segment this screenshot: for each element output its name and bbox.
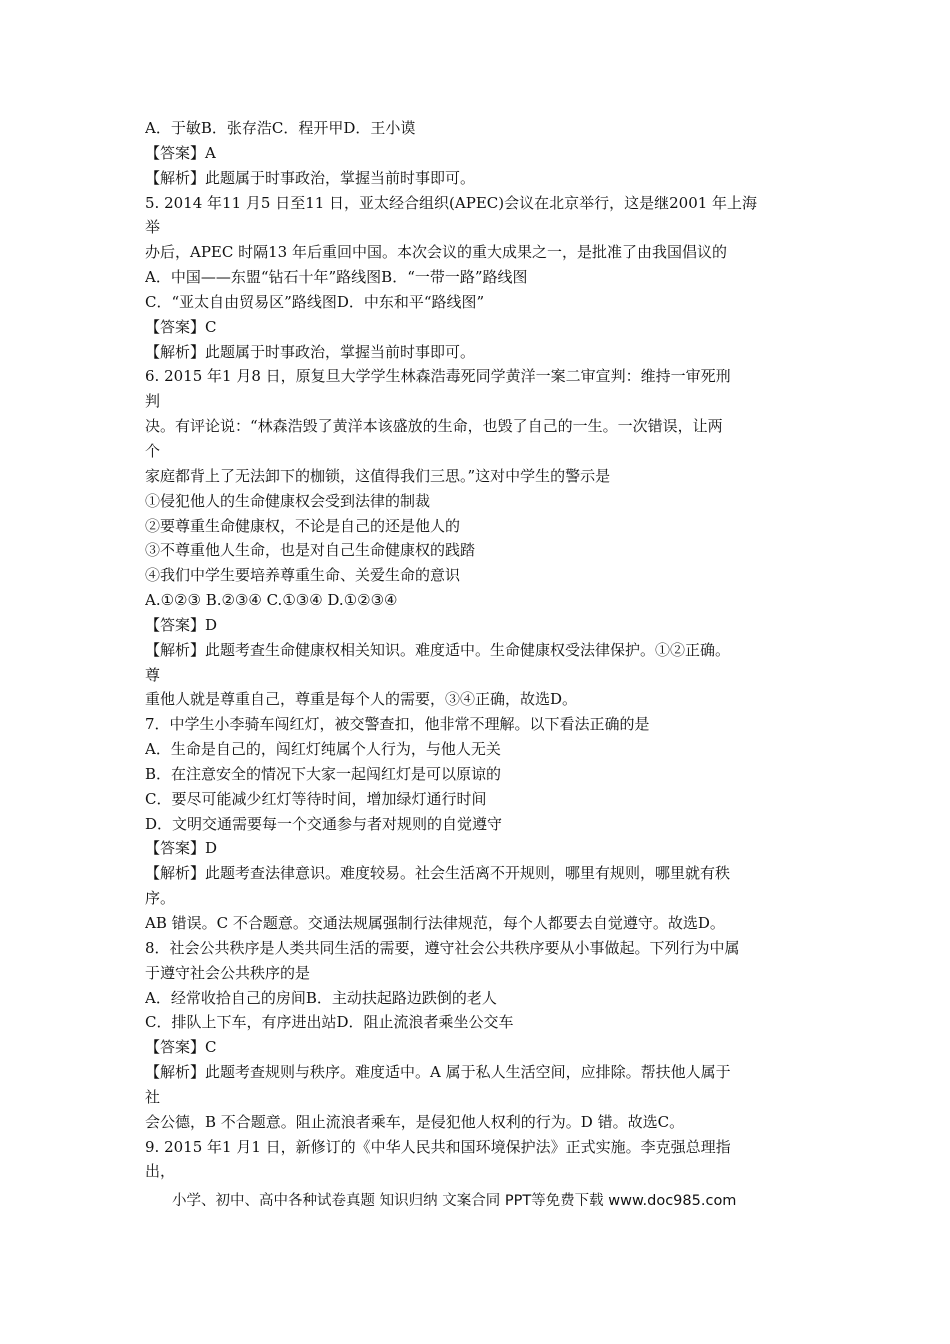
option-line: B．在注意安全的情况下大家一起闯红灯是可以原谅的 (145, 764, 502, 783)
option-line: C．要尽可能减少红灯等待时间，增加绿灯通行时间 (145, 789, 487, 808)
statement-line: ①侵犯他人的生命健康权会受到法律的制裁 (145, 491, 431, 510)
option-line: C．排队上下车，有序进出站D．阻止流浪者乘坐公交车 (145, 1013, 514, 1032)
text-line: 个 (145, 441, 161, 460)
answer-line: 【答案】D (145, 615, 218, 634)
text-line: 出， (145, 1162, 176, 1181)
analysis-line: 【解析】此题考查生命健康权相关知识。难度适中。生命健康权受法律保护。①②正确。 (145, 640, 731, 659)
analysis-line: 【解析】此题考查法律意识。难度较易。社会生活离不开规则，哪里有规则，哪里就有秩 (145, 864, 731, 883)
text-line: 于遵守社会公共秩序的是 (145, 963, 311, 982)
option-line: A.①②③ B.②③④ C.①③④ D.①②③④ (145, 591, 398, 610)
question-9-line: 9. 2015 年1 月1 日，新修订的《中华人民共和国环境保护法》正式实施。李克强总理指 (145, 1137, 731, 1156)
page-footer: 小学、初中、高中各种试卷真题 知识归纳 文案合同 PPT等免费下载 www.doc985.com (172, 1193, 737, 1209)
statement-line: ②要尊重生命健康权，不论是自己的还是他人的 (145, 516, 461, 535)
text-line: 办后，APEC 时隔13 年后重回中国。本次会议的重大成果之一，是批准了由我国倡议的 (145, 243, 727, 262)
text-line: 重他人就是尊重自己，尊重是每个人的需要，③④正确，故选D。 (145, 690, 578, 709)
text-line: A．于敏B．张存浩C．程开甲D．王小谟 (145, 119, 416, 137)
statement-line: ④我们中学生要培养尊重生命、关爱生命的意识 (145, 566, 461, 585)
answer-line: 【答案】C (145, 1038, 217, 1057)
text-line: 家庭都背上了无法卸下的枷锁，这值得我们三思。”这对中学生的警示是 (145, 466, 611, 485)
answer-line: 【答案】C (145, 317, 217, 336)
analysis-line: 【解析】此题考查规则与秩序。难度适中。A 属于私人生活空间，应排除。帮扶他人属于 (145, 1063, 731, 1082)
question-6-line: 6. 2015 年1 月8 日，原复旦大学学生林森浩毒死同学黄洋一案二审宣判：维持一审死刑 (145, 367, 731, 386)
analysis-line: 【解析】此题属于时事政治，掌握当前时事即可。 (145, 168, 476, 187)
option-line: A．经常收拾自己的房间B．主动扶起路边跌倒的老人 (145, 988, 497, 1007)
text-line: 决。有评论说：“林森浩毁了黄洋本该盛放的生命，也毁了自己的一生。一次错误，让两 (145, 417, 723, 436)
text-line: 社 (145, 1087, 161, 1106)
question-8-line: 8．社会公共秩序是人类共同生活的需要，遵守社会公共秩序要从小事做起。下列行为中属 (145, 938, 740, 957)
text-line: 判 (145, 392, 161, 411)
text-line: 举 (145, 218, 161, 237)
question-text-block (145, 116, 825, 1184)
answer-line: 【答案】D (145, 839, 218, 858)
text-line: AB 错误。C 不合题意。交通法规属强制行法律规范，每个人都要去自觉遵守。故选D。 (145, 914, 725, 932)
question-7-line: 7．中学生小李骑车闯红灯，被交警查扣，他非常不理解。以下看法正确的是 (145, 715, 650, 734)
option-line: A．生命是自己的，闯红灯纯属个人行为，与他人无关 (145, 740, 501, 759)
text-line: 序。 (145, 889, 176, 908)
analysis-line: 【解析】此题属于时事政治，掌握当前时事即可。 (145, 342, 476, 361)
option-line: A．中国——东盟“钻石十年”路线图B．“一带一路”路线图 (145, 268, 528, 287)
text-line: 会公德，B 不合题意。阻止流浪者乘车，是侵犯他人权利的行为。D 错。故选C。 (145, 1112, 685, 1131)
answer-line: 【答案】A (145, 143, 216, 162)
statement-line: ③不尊重他人生命，也是对自己生命健康权的践踏 (145, 541, 476, 560)
question-5-line: 5. 2014 年11 月5 日至11 日，亚太经合组织(APEC)会议在北京举行，这是继2001 年上海 (145, 193, 758, 212)
option-line: D．文明交通需要每一个交通参与者对规则的自觉遵守 (145, 814, 503, 833)
option-line: C．“亚太自由贸易区”路线图D．中东和平“路线图” (145, 292, 485, 311)
text-line: 尊 (145, 665, 161, 684)
